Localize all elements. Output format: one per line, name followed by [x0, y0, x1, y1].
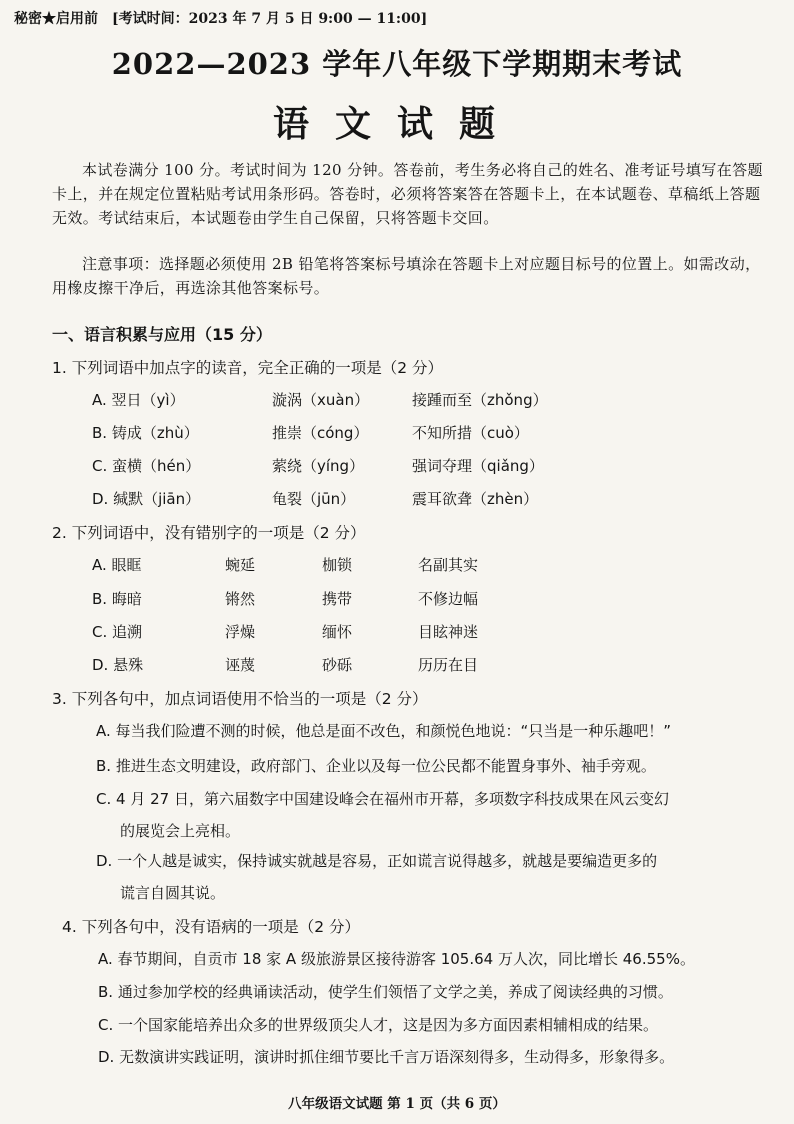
q2-option-c-4: 目眩神迷: [418, 623, 479, 641]
page-footer: 八年级语文试题 第 1 页（共 6 页）: [288, 1096, 506, 1112]
intro-paragraph: 本试卷满分 100 分。考试时间为 120 分钟。答卷前，考生务必将自己的姓名、准考证号填写在答题卡上，并在规定位置粘贴考试用条形码。答卷时，必须将答案答在答题卡上，在本试题卷、草稿纸上答题无效。考试结束后，本试题卷由学生自己保留，只将答题卡交回。: [52, 161, 763, 227]
q2-option-a-3: 枷锁: [322, 556, 353, 574]
q4-option-d: D. 无数演讲实践证明，演讲时抓住细节要比千言万语深刻得多，生动得多，形象得多。: [98, 1048, 675, 1066]
q3-option-c-line1: C. 4 月 27 日，第六届数字中国建设峰会在福州市开幕，多项数字科技成果在风云变幻: [96, 790, 669, 808]
q1-option-c-1: C. 蛮横（hén）: [92, 457, 201, 475]
q1-option-a-3: 接踵而至（zhǒng）: [412, 391, 548, 409]
question-1-stem: 1. 下列词语中加点字的读音，完全正确的一项是（2 分）: [52, 359, 444, 377]
q3-option-d-line1: D. 一个人越是诚实，保持诚实就越是容易，正如谎言说得越多，就越是要编造更多的: [96, 852, 658, 870]
question-4-stem: 4. 下列各句中，没有语病的一项是（2 分）: [62, 918, 361, 936]
q2-option-d-4: 历历在目: [418, 656, 479, 674]
q2-option-c-2: 浮燥: [225, 623, 256, 641]
exam-header: [14, 8, 427, 28]
notice-paragraph: 注意事项：选择题必须使用 2B 铅笔将答案标号填涂在答题卡上对应题目标号的位置上。如需改动，用橡皮擦干净后，再选涂其他答案标号。: [52, 255, 761, 297]
exam-subtitle: 语文试题: [272, 103, 521, 145]
section-heading: 一、语言积累与应用（15 分）: [52, 325, 272, 344]
q2-option-d-1: D. 悬殊: [92, 656, 144, 674]
q1-option-d-2: 龟裂（jūn）: [272, 490, 356, 508]
exam-time: [考试时间：2023 年 7 月 5 日 9:00 — 11:00]: [112, 11, 428, 27]
q2-option-c-1: C. 追溯: [92, 623, 143, 641]
q1-option-a-2: 漩涡（xuàn）: [272, 391, 370, 409]
q2-option-a-4: 名副其实: [418, 556, 479, 574]
q1-option-d-3: 震耳欲聋（zhèn）: [412, 490, 539, 508]
q1-option-c-3: 强词夺理（qiǎng）: [412, 457, 544, 475]
q4-option-b: B. 通过参加学校的经典诵读活动，使学生们领悟了文学之美，养成了阅读经典的习惯。: [98, 983, 673, 1001]
confidential-mark: 秘密★启用前: [14, 11, 98, 27]
q1-option-b-2: 推崇（cóng）: [272, 424, 369, 442]
q1-option-c-2: 萦绕（yíng）: [272, 457, 365, 475]
q2-option-b-4: 不修边幅: [418, 590, 479, 608]
q2-option-d-3: 砂砾: [322, 656, 353, 674]
q3-option-c-line2: 的展览会上亮相。: [120, 822, 241, 840]
q2-option-a-2: 蜿延: [225, 556, 256, 574]
q1-option-d-1: D. 缄默（jiān）: [92, 490, 201, 508]
q3-option-a: A. 每当我们险遭不测的时候，他总是面不改色，和颜悦色地说：“只当是一种乐趣吧！”: [96, 722, 672, 740]
q1-option-b-3: 不知所措（cuò）: [412, 424, 529, 442]
q2-option-d-2: 诬蔑: [225, 656, 256, 674]
q3-option-d-line2: 谎言自圆其说。: [120, 884, 226, 902]
question-2-stem: 2. 下列词语中，没有错别字的一项是（2 分）: [52, 524, 366, 542]
q4-option-a: A. 春节期间，自贡市 18 家 A 级旅游景区接待游客 105.64 万人次，同比增长 46.55%。: [98, 950, 695, 968]
q2-option-c-3: 缅怀: [322, 623, 353, 641]
q2-option-a-1: A. 眼眶: [92, 556, 142, 574]
exam-title: 2022—2023 学年八年级下学期期末考试: [111, 47, 683, 81]
q1-option-a-1: A. 翌日（yì）: [92, 391, 185, 409]
question-3-stem: 3. 下列各句中，加点词语使用不恰当的一项是（2 分）: [52, 690, 428, 708]
q2-option-b-1: B. 晦暗: [92, 590, 142, 608]
q2-option-b-2: 锵然: [225, 590, 256, 608]
q1-option-b-1: B. 铸成（zhù）: [92, 424, 199, 442]
q4-option-c: C. 一个国家能培养出众多的世界级顶尖人才，这是因为多方面因素相辅相成的结果。: [98, 1016, 659, 1034]
q3-option-b: B. 推进生态文明建设，政府部门、企业以及每一位公民都不能置身事外、袖手旁观。: [96, 757, 656, 775]
q2-option-b-3: 携带: [322, 590, 353, 608]
